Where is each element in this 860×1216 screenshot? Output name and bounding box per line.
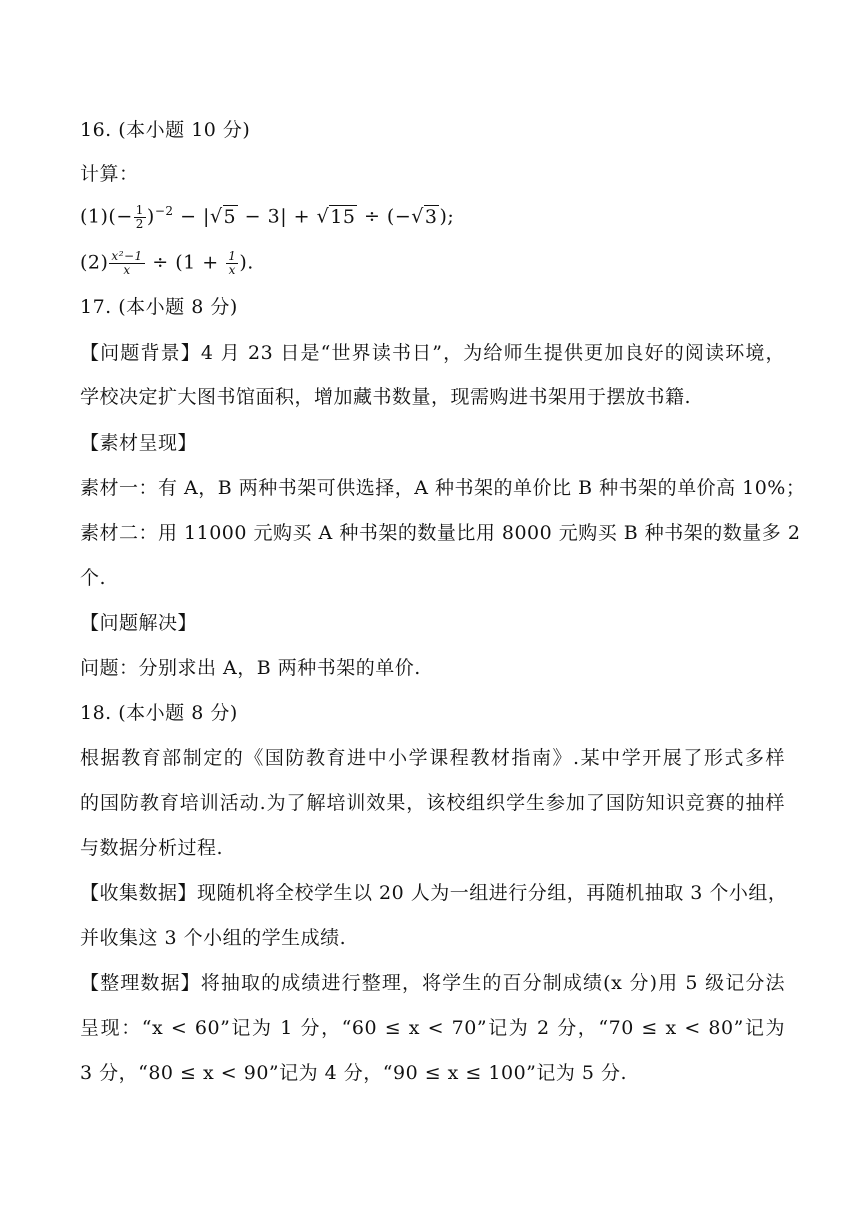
sqrt-5: √5 — [209, 205, 237, 228]
paren-close: ) — [146, 205, 155, 228]
radicand-5: 5 — [223, 205, 237, 228]
part-label: (1) — [80, 205, 109, 228]
problem-18-intro-line-2: 的国防教育培训活动.为了解培训效果，该校组织学生参加了国防知识竞赛的抽样 — [80, 792, 785, 814]
fraction-denominator: x — [123, 263, 131, 277]
abs-open: − | — [173, 205, 210, 228]
expression-end: ); — [439, 205, 455, 228]
fraction-numerator: x²−1 — [111, 249, 143, 263]
problem-18-organize-line-3: 3 分，“80 ≤ x < 90”记为 4 分，“90 ≤ x ≤ 100”记为 5 分. — [80, 1062, 628, 1084]
fraction-denominator: x — [228, 263, 236, 277]
exponent: −2 — [154, 204, 174, 219]
fraction-one-over-x — [226, 250, 238, 277]
fraction-numerator: 1 — [135, 203, 144, 217]
problem-17-solve-title: 【问题解决】 — [80, 612, 198, 634]
problem-16-part-2 — [80, 250, 785, 277]
fraction-denominator: 2 — [135, 217, 144, 231]
problem-17-question: 问题：分别求出 A，B 两种书架的单价. — [80, 657, 421, 679]
problem-18-intro-line-3: 与数据分析过程. — [80, 837, 224, 859]
fraction-x2-minus-1-over-x — [109, 250, 144, 277]
problem-17-material-1: 素材一：有 A，B 两种书架可供选择，A 种书架的单价比 B 种书架的单价高 10%； — [80, 477, 806, 499]
sqrt-15: √15 — [316, 205, 356, 228]
problem-17-material-2-cont: 个. — [80, 567, 107, 589]
part-label: (2) — [80, 251, 109, 274]
radicand-15: 15 — [330, 205, 356, 228]
expression-end: ). — [239, 251, 254, 274]
problem-17-header: 17. (本小题 8 分) — [80, 296, 238, 318]
paren-open: (− — [108, 205, 133, 228]
radicand-3: 3 — [424, 205, 438, 228]
abs-close: − 3| + — [238, 205, 317, 228]
divide-sign: ÷ (1 + — [145, 251, 226, 274]
problem-16-intro: 计算： — [80, 163, 139, 185]
problem-18-organize-line-2: 呈现：“x < 60”记为 1 分，“60 ≤ x < 70”记为 2 分，“70 ≤ x < 80”记为 — [80, 1017, 785, 1039]
problem-17-materials-title: 【素材呈现】 — [80, 432, 198, 454]
problem-18-intro-line-1: 根据教育部制定的《国防教育进中小学课程教材指南》.某中学开展了形式多样 — [80, 747, 785, 769]
sqrt-3: √3 — [411, 205, 438, 228]
problem-17-material-2: 素材二：用 11000 元购买 A 种书架的数量比用 8000 元购买 B 种书架的数量多 2 — [80, 522, 801, 544]
fraction-numerator: 1 — [228, 249, 237, 263]
divide-sign: ÷ (− — [357, 205, 412, 228]
problem-18-organize-line-1: 【整理数据】将抽取的成绩进行整理，将学生的百分制成绩(x 分)用 5 级记分法 — [80, 972, 785, 994]
problem-17-background-line-1: 【问题背景】4 月 23 日是“世界读书日”，为给师生提供更加良好的阅读环境， — [80, 342, 785, 364]
fraction-one-half — [134, 204, 146, 231]
problem-16-header: 16. (本小题 10 分) — [80, 119, 251, 141]
problem-17-background-line-2: 学校决定扩大图书馆面积，增加藏书数量，现需购进书架用于摆放书籍. — [80, 386, 692, 408]
problem-18-collect-line-1: 【收集数据】现随机将全校学生以 20 人为一组进行分组，再随机抽取 3 个小组， — [80, 882, 788, 904]
problem-18-header: 18. (本小题 8 分) — [80, 702, 238, 724]
problem-16-part-1 — [80, 204, 785, 231]
problem-18-collect-line-2: 并收集这 3 个小组的学生成绩. — [80, 927, 347, 949]
